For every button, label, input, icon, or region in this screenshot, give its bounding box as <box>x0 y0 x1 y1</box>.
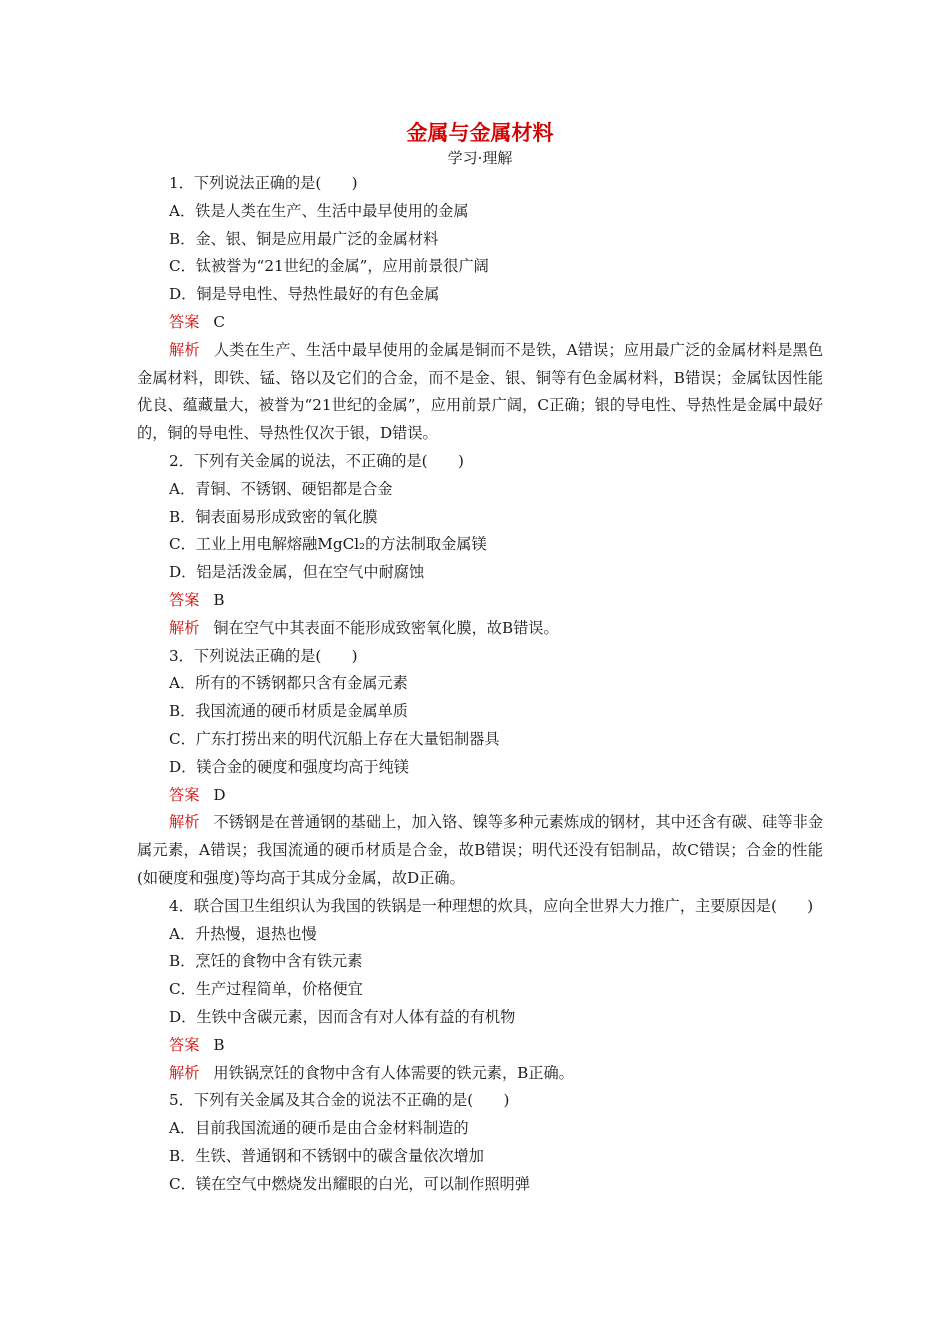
answer-label: 答案 <box>169 1035 200 1054</box>
analysis-line <box>137 337 823 448</box>
option-c: C．镁在空气中燃烧发出耀眼的白光，可以制作照明弹 <box>169 1174 530 1193</box>
analysis-line <box>137 1060 823 1088</box>
answer-value: B <box>213 590 225 609</box>
document-title: 金属与金属材料 <box>406 120 554 145</box>
question-stem: 2．下列有关金属的说法，不正确的是( ) <box>169 451 464 470</box>
question-stem: 1．下列说法正确的是( ) <box>169 174 358 192</box>
answer-value: B <box>213 1035 225 1054</box>
document-page <box>137 118 823 1198</box>
answer-value: C <box>213 312 225 331</box>
question-stem: 3．下列说法正确的是( ) <box>169 646 358 665</box>
question-4 <box>137 893 823 1088</box>
option-b: B．铜表面易形成致密的氧化膜 <box>169 507 378 526</box>
option-a: A．所有的不锈钢都只含有金属元素 <box>169 674 408 693</box>
analysis-text: 用铁锅烹饪的食物中含有人体需要的铁元素，B正确。 <box>213 1063 574 1082</box>
answer-label: 答案 <box>169 590 200 609</box>
analysis-text: 人类在生产、生活中最早使用的金属是铜而不是铁，A错误；应用最广泛的金属材料是黑色金属材料，即铁、锰、铬以及它们的合金，而不是金、银、铜等有色金属材料，B错误；金属钛因性能优良、蕴藏量大，被誉为“21世纪的金属”，应用前景广阔，C正确；银的导电性、导热性是金属中最好的，铜的导电性、导热性仅次于银，D错误。 <box>137 340 824 443</box>
answer-value: D <box>213 785 226 804</box>
question-stem: 5．下列有关金属及其合金的说法不正确的是( ) <box>169 1091 510 1110</box>
option-d: D．生铁中含碳元素，因而含有对人体有益的有机物 <box>169 1007 516 1026</box>
analysis-line <box>137 615 823 643</box>
answer-label: 答案 <box>169 785 200 804</box>
option-c: C．广东打捞出来的明代沉船上存在大量铝制器具 <box>169 729 500 748</box>
option-b: B．烹饪的食物中含有铁元素 <box>169 952 363 971</box>
option-a: A．目前我国流通的硬币是由合金材料制造的 <box>169 1119 469 1138</box>
question-3 <box>137 643 823 893</box>
analysis-label: 解析 <box>169 813 200 832</box>
analysis-label: 解析 <box>169 1063 200 1082</box>
option-d: D．铜是导电性、导热性最好的有色金属 <box>169 285 440 304</box>
answer-line <box>137 1032 823 1060</box>
question-2 <box>137 448 823 643</box>
answer-line <box>137 587 823 615</box>
document-subtitle: 学习·理解 <box>447 149 513 167</box>
question-5 <box>137 1087 823 1198</box>
option-a: A．青铜、不锈钢、硬铝都是合金 <box>169 479 393 498</box>
option-c: C．钛被誉为“21世纪的金属”，应用前景很广阔 <box>169 257 489 276</box>
analysis-label: 解析 <box>169 340 200 359</box>
option-a: A．升热慢，退热也慢 <box>169 924 317 943</box>
answer-line <box>137 309 823 337</box>
question-stem: 4．联合国卫生组织认为我国的铁锅是一种理想的炊具，应向全世界大力推广，主要原因是( ) <box>169 896 814 915</box>
option-d: D．铝是活泼金属，但在空气中耐腐蚀 <box>169 563 425 582</box>
option-b: B．生铁、普通钢和不锈钢中的碳含量依次增加 <box>169 1146 484 1165</box>
question-1 <box>137 170 823 448</box>
option-b: B．我国流通的硬币材质是金属单质 <box>169 702 408 721</box>
option-a: A．铁是人类在生产、生活中最早使用的金属 <box>169 201 469 220</box>
option-b: B．金、银、铜是应用最广泛的金属材料 <box>169 229 439 248</box>
analysis-line <box>137 809 823 892</box>
option-d: D．镁合金的硬度和强度均高于纯镁 <box>169 757 409 776</box>
option-c: C．工业上用电解熔融MgCl₂的方法制取金属镁 <box>169 535 487 554</box>
answer-line <box>137 782 823 810</box>
answer-label: 答案 <box>169 312 200 331</box>
analysis-text: 不锈钢是在普通钢的基础上，加入铬、镍等多种元素炼成的钢材，其中还含有碳、硅等非金属元素，A错误；我国流通的硬币材质是合金，故B错误；明代还没有铝制品，故C错误；合金的性能(如硬度和强度)等均高于其成分金属，故D正确。 <box>137 813 824 887</box>
option-c: C．生产过程简单，价格便宜 <box>169 980 363 999</box>
analysis-label: 解析 <box>169 618 200 637</box>
analysis-text: 铜在空气中其表面不能形成致密氧化膜，故B错误。 <box>213 618 559 637</box>
